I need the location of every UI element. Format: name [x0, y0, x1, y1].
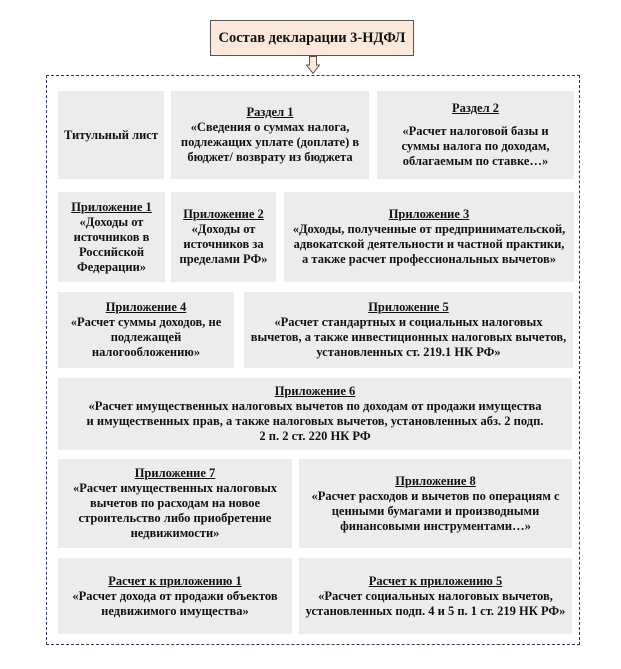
box-appendix-1-text: «Доходы от источников в Российской Федерации» — [73, 214, 150, 274]
box-appendix-7 — [58, 459, 292, 548]
box-appendix-8-title: Приложение 8 — [395, 473, 476, 488]
box-appendix-6-title: Приложение 6 — [274, 384, 356, 398]
box-appendix-3-title: Приложение 3 — [388, 207, 470, 221]
box-section-1 — [171, 91, 369, 179]
box-appendix-2-text: «Доходы от источников за пределами РФ» — [179, 222, 268, 266]
box-title-page — [58, 91, 164, 179]
box-section-1-text: «Сведения о суммах налога, подлежащих уплате (доплате) в бюджет/ возврату из бюджета — [180, 120, 360, 164]
box-appendix-3-text: «Доходы, полученные от предпринимательской, адвокатской деятельности и частной практики, а также расчет профессиональных вычетов» — [292, 222, 566, 266]
diagram-title: Состав декларации 3-НДФЛ — [210, 20, 414, 56]
box-appendix-6-text: «Расчет имущественных налоговых вычетов по доходам от продажи имущества и имущественных прав, а также налоговых вычетов, установленных абз. 2 подп. 2 п. 2 ст. 220 НК РФ — [86, 399, 544, 443]
box-section-2-text: «Расчет налоговой базы и суммы налога по доходам, облагаемым по ставке…» — [401, 124, 550, 168]
box-appendix-7-text: «Расчет имущественных налоговых вычетов по расходам на новое строительство либо приобретение недвижимости» — [73, 481, 277, 540]
box-appendix-5-title: Приложение 5 — [368, 300, 449, 314]
box-appendix-1 — [58, 192, 165, 282]
down-arrow-icon — [306, 56, 320, 74]
box-appendix-5-text: «Расчет стандартных и социальных налоговых вычетов, а также инвестиционных налоговых вычетов, установленных ст. 219.1 НК РФ» — [250, 315, 567, 359]
box-appendix-1-title: Приложение 1 — [71, 199, 152, 214]
box-appendix-8-text: «Расчет расходов и вычетов по операциям с ценными бумагами и производными финансовыми инструментами…» — [311, 488, 560, 533]
box-calc-appendix-5-title: Расчет к приложению 5 — [368, 573, 503, 588]
box-calc-appendix-1-title: Расчет к приложению 1 — [108, 573, 242, 588]
box-section-2-title: Раздел 2 — [452, 101, 499, 115]
box-appendix-3 — [284, 192, 574, 282]
box-appendix-4-title: Приложение 4 — [105, 300, 187, 314]
box-calc-appendix-1-text: «Расчет дохода от продажи объектов недвижимого имущества» — [72, 588, 278, 618]
box-section-1-title: Раздел 1 — [246, 105, 294, 119]
box-appendix-5 — [244, 292, 573, 368]
box-appendix-4 — [58, 292, 234, 368]
box-appendix-7-title: Приложение 7 — [134, 466, 216, 480]
box-section-2 — [377, 91, 574, 179]
box-calc-appendix-5 — [299, 558, 572, 634]
box-title-page-text: Титульный лист — [64, 127, 158, 142]
box-appendix-8 — [299, 459, 572, 548]
box-appendix-6 — [58, 378, 572, 450]
box-calc-appendix-5-text: «Расчет социальных налоговых вычетов, установленных подп. 4 и 5 п. 1 ст. 219 НК РФ» — [305, 588, 566, 618]
box-appendix-4-text: «Расчет суммы доходов, не подлежащей налогообложению» — [70, 315, 222, 359]
box-calc-appendix-1 — [58, 558, 292, 634]
box-appendix-2 — [171, 192, 276, 282]
box-appendix-2-title: Приложение 2 — [183, 207, 264, 221]
